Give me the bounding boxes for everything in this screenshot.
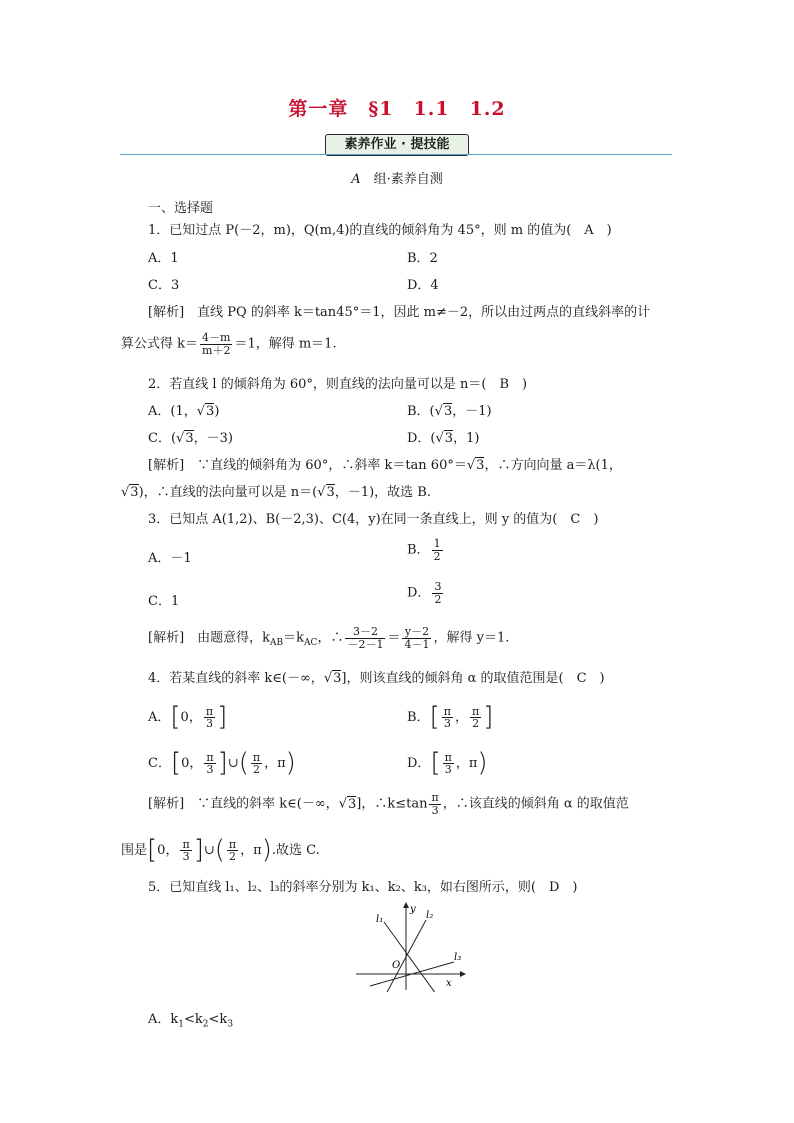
q4-sol2-frac1 bbox=[180, 839, 191, 863]
q4-a-pi: π bbox=[205, 704, 214, 718]
q4-b-pi2: π bbox=[471, 704, 480, 718]
q1-option-d: D．4 bbox=[407, 278, 439, 293]
q2-d-pre: D．( bbox=[407, 431, 436, 446]
q3-b-den: 2 bbox=[433, 549, 441, 563]
q5-a-lt2: <k bbox=[208, 1012, 228, 1027]
q4-c-union: ∪ bbox=[227, 756, 239, 772]
q4-solution-line2: 围是[0， $\frac{\pi}{3}$ ]∪( $\frac{\pi}{2}$ ，π).故选 C. bbox=[121, 835, 320, 865]
q4-d-frac bbox=[443, 752, 454, 776]
q3-b-fraction bbox=[432, 538, 443, 562]
q4-c-label: C． bbox=[148, 756, 171, 772]
q4-b-label: B． bbox=[407, 710, 430, 726]
q4-sol2-pre: 围是 bbox=[121, 843, 148, 859]
q3-f2-num: y－2 bbox=[402, 626, 431, 639]
q4-sol2-union: ∪ bbox=[203, 843, 215, 859]
x-axis-arrow bbox=[460, 971, 466, 977]
chapter-title: 第一章 §1 1.1 1.2 bbox=[288, 98, 506, 120]
q3-sol-pre: [解析] 由题意得，k bbox=[148, 630, 271, 646]
q4-option-a: A．[0， $\frac{\pi}{3}$ ] bbox=[148, 702, 228, 732]
q4-sol1-radicand: 3 bbox=[347, 796, 357, 812]
q2-option-b: B．(√3，－1) bbox=[407, 404, 492, 419]
q4-stem: 4．若某直线的斜率 k∈(－∞，√3]，则该直线的倾斜角 α 的取值范围是( C ) bbox=[148, 671, 605, 686]
q2-sol2-radicand2: 3 bbox=[326, 485, 335, 500]
q4-c-frac1 bbox=[204, 752, 215, 776]
q3-option-d bbox=[407, 581, 445, 605]
q2-stem: 2．若直线 l 的倾斜角为 60°，则直线的法向量可以是 n＝( B ) bbox=[148, 377, 528, 392]
group-letter: A bbox=[351, 172, 361, 187]
q2-c-radicand: 3 bbox=[185, 431, 194, 446]
q4-sol2-three: 3 bbox=[182, 850, 190, 864]
q1-option-b: B．2 bbox=[407, 251, 438, 266]
q2-sol2-mid: )，∴直线的法向量可以是 n＝( bbox=[138, 485, 318, 500]
q4-d-three: 3 bbox=[444, 763, 452, 777]
q4-d-comma: ， bbox=[455, 756, 469, 772]
q4-b-comma: ， bbox=[454, 710, 468, 726]
q4-c-pi3: π bbox=[277, 756, 286, 772]
q2-c-post: ，－3) bbox=[193, 431, 233, 446]
q5-a-sub3: 3 bbox=[227, 1019, 234, 1030]
q3-d-num: 3 bbox=[434, 580, 442, 593]
q4-a-three: 3 bbox=[205, 717, 213, 731]
q3-option-c: C．1 bbox=[148, 594, 180, 609]
q4-sol2-pi1: π bbox=[182, 837, 190, 851]
q5-a-lt1: <k bbox=[184, 1012, 203, 1027]
q4-c-comma: ， bbox=[264, 756, 278, 772]
q1-solution-line2 bbox=[121, 332, 337, 356]
q4-stem-pre: 4．若某直线的斜率 k∈(－∞， bbox=[148, 671, 324, 686]
q4-a-label: A． bbox=[148, 710, 171, 726]
q3-f1-den: －2－1 bbox=[347, 637, 384, 651]
section-heading: 一、选择题 bbox=[148, 201, 214, 216]
q4-sol2-pi2: π bbox=[228, 837, 237, 851]
q1-sol-text-b: ＝1，解得 m＝1. bbox=[234, 336, 337, 352]
header-divider bbox=[120, 154, 672, 155]
q2-sol1-radicand: 3 bbox=[476, 458, 485, 473]
q1-solution-line1: [解析] 直线 PQ 的斜率 k＝tan45°＝1，因此 m≠－2，所以由过两点的直线斜率的计 bbox=[148, 305, 651, 320]
q4-option-b: B．[ $\frac{\pi}{3}$ ， $\frac{\pi}{2}$ ] bbox=[407, 702, 494, 732]
q3-f2-den: 4－1 bbox=[404, 637, 430, 651]
q4-b-frac2 bbox=[470, 706, 481, 730]
q3-b-num: 1 bbox=[433, 537, 441, 550]
q4-stem-radicand: 3 bbox=[333, 671, 342, 686]
slope-lines-figure bbox=[350, 900, 470, 992]
q2-d-post: ，1) bbox=[453, 431, 480, 446]
q4-stem-post: ]，则该直线的倾斜角 α 的取值范围是( C ) bbox=[341, 671, 605, 686]
q2-d-radicand: 3 bbox=[444, 431, 454, 446]
q4-sol1-three: 3 bbox=[431, 803, 439, 817]
label-l3: l₃ bbox=[454, 952, 462, 963]
section-banner: 素养作业 · 提技能 bbox=[325, 134, 469, 156]
q2-solution-line1: [解析] ∵直线的倾斜角为 60°，∴斜率 k＝tan 60°＝√3，∴方向向量 a＝λ(1， bbox=[148, 458, 622, 473]
q4-b-two: 2 bbox=[472, 717, 480, 731]
q1-fraction bbox=[200, 332, 232, 356]
q5-stem: 5．已知直线 l₁、l₂、l₃的斜率分别为 k₁、k₂、k₃，如右图所示，则( D ) bbox=[148, 880, 578, 895]
q4-b-pi1: π bbox=[443, 704, 451, 718]
q3-sol-equal: ＝ bbox=[387, 630, 401, 646]
q3-sol-sub-ac: AC bbox=[304, 638, 318, 649]
q1-option-a: A．1 bbox=[148, 251, 179, 266]
q5-option-a bbox=[148, 1012, 233, 1030]
q3-sol-eq: ＝k bbox=[283, 630, 305, 646]
label-l2: l₂ bbox=[426, 910, 434, 921]
q3-stem: 3．已知点 A(1,2)、B(－2,3)、C(4，y)在同一条直线上，则 y 的值为( C ) bbox=[148, 512, 599, 527]
q3-d-den: 2 bbox=[434, 592, 442, 606]
q4-a-zero: 0， bbox=[180, 710, 202, 726]
q2-sol1-post: ，∴方向向量 a＝λ(1， bbox=[484, 458, 622, 473]
group-label: 组·素养自测 bbox=[373, 172, 443, 187]
line-l1 bbox=[384, 922, 436, 992]
q2-sol2-post: ，－1)，故选 B. bbox=[334, 485, 431, 500]
q4-d-label: D． bbox=[407, 756, 431, 772]
q4-c-frac2 bbox=[251, 752, 262, 776]
q3-f1-num: 3－2 bbox=[345, 626, 385, 639]
q4-sol2-zero: 0， bbox=[157, 843, 179, 859]
q2-c-pre: C．( bbox=[148, 431, 177, 446]
q4-sol2-post: .故选 C. bbox=[271, 843, 320, 859]
q2-sol2-radicand1: 3 bbox=[130, 485, 139, 500]
q3-sol-post: ，解得 y＝1. bbox=[433, 630, 510, 646]
label-l1: l₁ bbox=[376, 914, 384, 925]
q2-a-post: ) bbox=[214, 404, 220, 419]
q4-sol1-post: ，∴该直线的倾斜角 α 的取值范 bbox=[442, 796, 629, 812]
q4-option-c: C．[0， $\frac{\pi}{3}$ ]∪( $\frac{\pi}{2}$ ，π) bbox=[148, 748, 296, 778]
label-y: y bbox=[410, 904, 416, 915]
q3-sol-therefore: ，∴ bbox=[317, 630, 344, 646]
q3-sol-sub-ab: AB bbox=[270, 638, 284, 649]
q3-b-pre: B． bbox=[407, 542, 430, 558]
q1-frac-num: 4－m bbox=[202, 331, 231, 344]
q2-b-pre: B．( bbox=[407, 404, 435, 419]
q2-b-radicand: 3 bbox=[443, 404, 453, 419]
q4-c-pi1: π bbox=[206, 750, 214, 764]
q2-a-pre: A．(1， bbox=[148, 404, 197, 419]
q2-b-post: ，－1) bbox=[452, 404, 492, 419]
q4-sol1-mid: ]，∴k≤tan bbox=[356, 796, 428, 812]
q4-c-pi2: π bbox=[252, 750, 261, 764]
label-origin: O bbox=[392, 960, 401, 971]
q2-option-d: D．(√3，1) bbox=[407, 431, 480, 446]
q4-d-pi2: π bbox=[468, 756, 478, 772]
q5-a-pre: A．k bbox=[148, 1012, 179, 1027]
q3-sol-fraction1 bbox=[345, 626, 385, 650]
q4-sol2-comma: ， bbox=[240, 843, 254, 859]
q4-c-three: 3 bbox=[206, 763, 214, 777]
q4-d-pi1: π bbox=[444, 750, 452, 764]
q5-a-sub1: 1 bbox=[178, 1019, 185, 1030]
q4-sol2-two: 2 bbox=[229, 850, 237, 864]
q4-b-frac1 bbox=[442, 706, 453, 730]
q3-d-fraction bbox=[432, 581, 443, 605]
group-title bbox=[0, 172, 794, 188]
q4-c-two: 2 bbox=[252, 763, 260, 777]
q3-solution bbox=[148, 626, 509, 650]
q2-a-radicand: 3 bbox=[206, 404, 215, 419]
q4-sol1-pre: [解析] ∵直线的斜率 k∈(－∞， bbox=[148, 796, 339, 812]
q4-option-d: D．[ $\frac{\pi}{3}$ ，π) bbox=[407, 748, 488, 778]
q4-sol2-frac2 bbox=[227, 839, 238, 863]
q4-solution-line1: [解析] ∵直线的斜率 k∈(－∞，√3]，∴k≤tan $\frac{\pi}{3}$ ，∴该直线的倾斜角 α 的取值范 bbox=[148, 791, 629, 817]
q1-stem: 1．已知过点 P(－2，m)，Q(m,4)的直线的倾斜角为 45°，则 m 的值为( A ) bbox=[148, 223, 612, 238]
q4-sol2-pi3: π bbox=[253, 843, 262, 859]
q1-frac-den: m＋2 bbox=[202, 343, 231, 357]
q3-option-b bbox=[407, 538, 445, 562]
q4-sol1-pi: π bbox=[431, 791, 439, 804]
q1-option-c: C．3 bbox=[148, 278, 180, 293]
q2-sol1-pre: [解析] ∵直线的倾斜角为 60°，∴斜率 k＝tan 60°＝ bbox=[148, 458, 467, 473]
q3-sol-fraction2 bbox=[402, 626, 431, 650]
y-axis-arrow bbox=[403, 902, 409, 908]
q3-d-pre: D． bbox=[407, 585, 431, 601]
q1-sol-text-a: 算公式得 k＝ bbox=[121, 336, 199, 352]
q2-option-a: A．(1，√3) bbox=[148, 404, 220, 419]
label-x: x bbox=[446, 978, 452, 989]
q4-c-zero: 0， bbox=[181, 756, 203, 772]
q4-a-frac bbox=[204, 706, 215, 730]
q2-option-c: C．(√3，－3) bbox=[148, 431, 233, 446]
q4-sol1-frac bbox=[429, 792, 440, 816]
q5-a-sub2: 2 bbox=[202, 1019, 209, 1030]
q3-option-a: A．－1 bbox=[148, 551, 192, 566]
q4-b-three: 3 bbox=[443, 717, 451, 731]
q2-solution-line2: √3)，∴直线的法向量可以是 n＝(√3，－1)，故选 B. bbox=[121, 485, 431, 500]
